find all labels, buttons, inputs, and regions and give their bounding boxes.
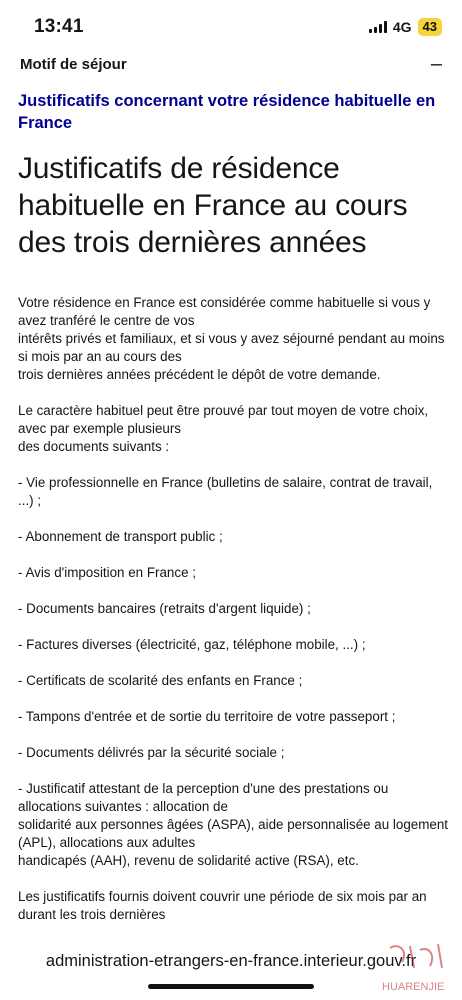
list-item: - Documents délivrés par la sécurité sociale ; [18,745,285,760]
home-indicator[interactable] [148,984,314,989]
list-item: - Documents bancaires (retraits d'argent liquide) ; [18,601,311,616]
paragraph-line: solidarité aux personnes âgées (ASPA), aide personnalisée au logement (APL), allocations aux adultes [18,817,449,850]
paragraph-line: des documents suivants : [18,439,170,454]
watermark-text: HUARENJIE [382,981,445,993]
paragraph-line: intérêts privés et familiaux, et si vous y avez séjourné pendant au moins si mois par an au cours des [18,331,445,364]
section-link-heading[interactable]: Justificatifs concernant votre résidence habituelle en France [18,92,436,132]
paragraph-line: Les justificatifs fournis doivent couvrir une période de six mois par an durant les trois dernières [18,889,427,922]
intro-paragraph [18,294,448,384]
content-body [18,294,448,924]
accordion-title: Motif de séjour [20,55,127,73]
list-item: - Factures diverses (électricité, gaz, téléphone mobile, ...) ; [18,637,366,652]
battery-level: 43 [418,18,442,36]
collapse-icon[interactable]: – [430,53,442,75]
list-item: - Tampons d'entrée et de sortie du territoire de votre passeport ; [18,709,396,724]
status-time: 13:41 [34,16,84,37]
closing-paragraph [18,888,448,924]
paragraph-line: Votre résidence en France est considérée comme habituelle si vous y avez tranféré le centre de vos [18,295,431,328]
paragraph-line: Le caractère habituel peut être prouvé par tout moyen de votre choix, avec par exemple plusieurs [18,403,429,436]
list-item: - Abonnement de transport public ; [18,529,223,544]
list-item: - Avis d'imposition en France ; [18,565,196,580]
signal-icon [369,21,387,33]
list-item: - Certificats de scolarité des enfants en France ; [18,673,303,688]
paragraph-line: trois dernières années précédent le dépôt de votre demande. [18,367,381,382]
paragraph-line: - Justificatif attestant de la perception d'une des prestations ou allocations suivantes : allocation de [18,781,389,814]
status-indicators [369,18,442,36]
accordion-header-motif-de-sejour[interactable] [0,46,462,82]
huarenjie-logo-icon [380,938,458,994]
allowance-item [18,780,448,870]
url-text[interactable]: administration-etrangers-en-france.interieur.gouv.fr [45,951,417,970]
status-bar [0,0,462,44]
paragraph-line: handicapés (AAH), revenu de solidarité active (RSA), etc. [18,853,359,868]
list-item: - Vie professionnelle en France (bulletins de salaire, contrat de travail, ...) ; [18,475,433,508]
proof-paragraph [18,402,448,456]
page-title: Justificatifs de résidence habituelle en France au cours des trois dernières années [18,152,408,259]
network-type: 4G [392,19,412,35]
